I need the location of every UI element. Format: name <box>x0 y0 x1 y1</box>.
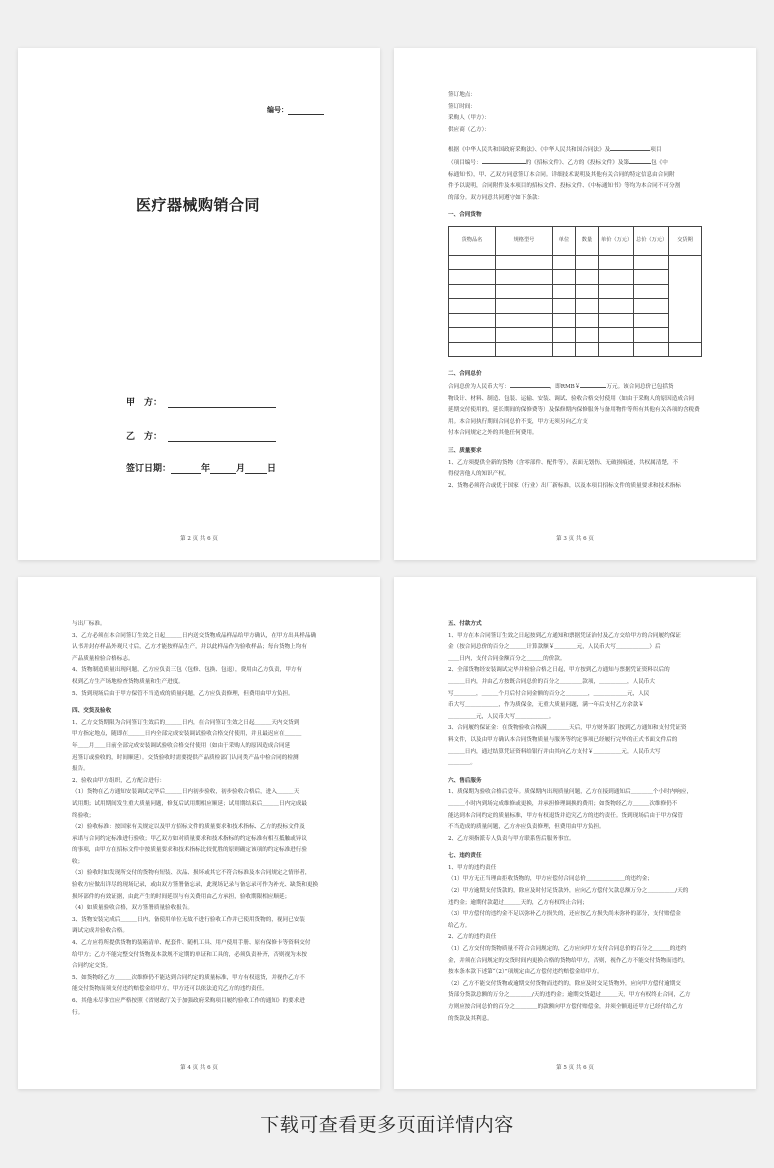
text-line: 1、乙方交货期限为合同签订生效后的＿＿＿日内，在合同签订生效之日起＿＿＿天内交货到 <box>72 719 300 726</box>
intro-line <box>448 157 702 170</box>
text-line: 损坏部件的有效证据，由此产生的时间延误与有关费用由乙方承担，验收期限相应顺延； <box>72 893 291 900</box>
text-line: 4、乙方应将所提供货物的装箱清单、配套件、随机工具、用户使用手册、原有保修卡等资料交付 <box>72 940 311 947</box>
price-text: 合同总价为人民币大写： <box>448 384 510 391</box>
text-line: 的货款及其利息。 <box>448 1015 493 1022</box>
text-line: ＿＿＿日内，通过结算凭证资料给银行并由其向乙方支付￥＿＿＿＿＿元，人民币大写 <box>448 748 661 755</box>
text-line: 2、乙方须指派专人负责与甲方联系售后服务事宜。 <box>448 835 575 842</box>
intro-text: 项目 <box>650 147 662 154</box>
table-row <box>449 284 702 299</box>
party-a-label: 甲 方： <box>126 398 163 408</box>
text-line: 验收方应做出详尽的现场记录，或由双方签署备忘录，此现场记录与备忘录可作为补充、缺货和更换 <box>72 882 319 889</box>
party-a-line <box>126 395 276 408</box>
text-line: （2）甲方逾期支付货款的，除应及时付足货款外，应向乙方偿付欠款总额万分之＿＿＿＿＿/天的 <box>448 888 689 895</box>
page-4 <box>18 577 380 1089</box>
intro-text: （项目编号： <box>448 159 482 166</box>
text-line: （3）甲方偿付的违约金不足以弥补乙方损失的，还应按乙方损失尚未弥补的部分，支付赔偿金 <box>448 911 681 918</box>
text-line: 调试完成并验收合格。 <box>72 928 128 935</box>
text-line: 报告。 <box>72 766 89 773</box>
page-footer: 第 2 页 共 6 页 <box>180 536 218 542</box>
text-line: 年＿＿月＿＿日前全部完成安装调试验收合格交付使用（如由于采购人的原因造成合同延 <box>72 742 291 749</box>
table-header: 交货期 <box>669 226 702 255</box>
contract-title: 医疗器械购销合同 <box>136 196 261 214</box>
text-line: ＿＿＿＿＿元，人民币大写＿＿＿＿＿＿。 <box>448 713 555 720</box>
text-line: 3、乙方必须在本合同签订生效之日起＿＿＿日内送交货物成品样品给甲方确认，在甲方出具样品确 <box>72 632 317 639</box>
section-heading: 二、合同总价 <box>448 371 482 378</box>
table-row <box>449 299 702 314</box>
intro-line: 的部分。双方同意共同遵守如下条款： <box>448 194 544 201</box>
page-5 <box>394 577 756 1089</box>
text-line: 不当造成的质量问题，乙方亦应负责修理，但费用由甲方负担。 <box>448 824 605 831</box>
intro-line: 标通知书》，甲、乙双方同意签订本合同。详细技术说明及其他有关合同的特定信息由合同附 <box>448 171 675 178</box>
text-line: 收； <box>72 858 84 865</box>
price-line: 付本合同规定之外的其他任何费用。 <box>448 430 538 437</box>
text-line: 违约金；逾期付款超过＿＿＿天的，乙方有权终止合同； <box>448 899 588 906</box>
table-row <box>449 328 702 343</box>
page-footer: 第 3 页 共 6 页 <box>556 536 594 542</box>
text-line: 3、合同履约保证金：在货物验收合格满＿＿＿＿天后，甲方财务部门按到乙方通知和支付凭证资 <box>448 725 687 732</box>
text-line: （1）货物在乙方通知安装调试完毕后＿＿＿日内初步验收，初步验收合格后，进入＿＿＿天 <box>72 789 300 796</box>
text-line: 能达到本合同约定的质量标准，甲方有权退货并追究乙方的违约责任。货到现场后由于甲方保管 <box>448 812 683 819</box>
download-more-prompt[interactable]: 下载可查看更多页面详情内容 <box>260 1114 514 1136</box>
text-line: 的事项，由甲方在招标文件中按质量要求和技术指标比较优胜的原则确定该项的约定标准进行验 <box>72 847 307 854</box>
intro-line: 件予以说明，合同附件及本项目的招标文件、投标文件、《中标通知书》等均为本合同不可分割 <box>448 183 681 190</box>
text-line: 行。 <box>72 1009 84 1016</box>
section-heading: 一、合同货物 <box>448 212 482 219</box>
text-line: 1、甲方在本合同签订生效之日起按到乙方通知和票据凭证治付及乙方交给甲方的合同履约保证 <box>448 632 681 639</box>
intro-text: 的《招标文件》、乙方的《投标文件》及第 <box>525 159 630 166</box>
text-line: 货部分货款总额的万分之＿＿＿＿/天的违约金；逾期交货超过＿＿＿天，甲方有权终止合同，乙方 <box>448 992 691 999</box>
text-line: 4、货物制造质量出现问题，乙方应负责三包（包修、包换、包退），费用由乙方负责，甲方有 <box>72 667 303 674</box>
quality-line: 得侵害他人的知识产权。 <box>448 471 510 478</box>
text-line: 权到乙方生产场地检查货物质量和生产进度。 <box>72 678 184 685</box>
text-line: 6、其他未尽事宜应严格按照《省财政厅关于加强政府采购项目履约验收工作的通知》的要求进 <box>72 998 305 1004</box>
table-row <box>449 270 702 285</box>
text-line: 金，并须在合同规定的交货时间内更换合格的货物给甲方，否则，视作乙方不能交付货物而违约， <box>448 957 689 964</box>
year-label: 年 <box>201 464 211 474</box>
text-line: （1）乙方交付的货物质量不符合合同规定的，乙方应向甲方支付合同总价的百分之＿＿＿的违约 <box>448 946 687 953</box>
day-label: 日 <box>267 464 277 474</box>
text-line: ＿＿日内，支付合同金额百分之＿＿＿的价款。 <box>448 655 566 662</box>
text-line: 2、全部货物经安装调试完毕并检验合格之日起，甲方按到乙方通知与票据凭证资料以后的 <box>448 667 670 674</box>
text-line: 试用期；试用期间发生重大质量问题，修复后试用期相应顺延；试用期结束后＿＿＿日内完成最 <box>72 800 307 807</box>
section-heading: 四、交货及验收 <box>72 708 112 715</box>
page-footer: 第 4 页 共 6 页 <box>180 1065 218 1071</box>
text-line: 料文件，以及由甲方确认本合同货物质量与服务等约定事项已经履行完毕的正式书面文件后的 <box>448 736 678 743</box>
party-b-line <box>126 429 276 442</box>
text-line: 1、甲方的违约责任 <box>448 864 497 871</box>
table-row <box>449 255 702 270</box>
contract-number-label: 编号： <box>267 105 288 114</box>
page-3 <box>394 48 756 560</box>
text-line: 2、验收由甲方组织，乙方配合进行： <box>72 777 166 784</box>
text-line: 产品质量检验合格标志。 <box>72 655 134 662</box>
table-header: 单价（万元） <box>599 226 634 255</box>
page-footer: 第 5 页 共 6 页 <box>556 1065 594 1071</box>
text-line: 与出厂标准。 <box>72 621 106 627</box>
text-line: ＿＿＿日内，并由乙方按既合同总价的百分之＿＿＿＿款项，＿＿＿＿＿，人民币大 <box>448 678 655 685</box>
text-line: 方则应按合同总价的百分之＿＿＿＿的款额向甲方偿付赔偿金，并须全额退还甲方已经付给乙方 <box>448 1004 683 1010</box>
text-line: 合同约定交货。 <box>72 963 112 970</box>
supplier: 供应商（乙方）： <box>448 126 490 133</box>
text-line: 甲方指定地点，随即在＿＿＿日内全部完成安装调试验收合格交付使用，并且最迟应在＿＿＿ <box>72 731 302 738</box>
section-heading: 七、违约责任 <box>448 853 482 860</box>
text-line: 2、乙方的违约责任 <box>448 934 497 941</box>
text-line: （1）甲方无正当理由拒收货物的，甲方应偿付合同总价＿＿＿＿＿＿＿的违约金； <box>448 876 653 883</box>
price-text: ，即RMB￥ <box>549 384 581 391</box>
sign-place: 签订地点： <box>448 92 476 98</box>
intro-text: 根据《中华人民共和国政府采购法》、《中华人民共和国合同法》及 <box>448 147 611 154</box>
text-line: ＿＿＿＿。 <box>448 760 476 767</box>
text-line: 5、货到现场后由于甲方保管不当造成的质量问题，乙方应负责修理，但费用由甲方负担。 <box>72 690 294 697</box>
section-heading: 五、付款方式 <box>448 621 482 627</box>
text-line: 币大写＿＿＿＿＿＿，作为质保金，无重大质量问题，满一年后支付乙方余款￥ <box>448 702 644 709</box>
text-line: 给乙方。 <box>448 922 471 929</box>
text-line: （4）如质量验收合格，双方签署质量验收报告。 <box>72 905 194 912</box>
goods-table <box>448 226 702 358</box>
price-text: 万元。该合同总价已包括货 <box>606 384 674 391</box>
table-header: 规格型号 <box>496 226 553 255</box>
party-b-label: 乙 方： <box>126 432 163 442</box>
text-line: ＿＿＿小时内到场完成维修或更换，并承担修理调换的费用；如货物经乙方＿＿＿次维修仍不 <box>448 800 678 807</box>
table-row <box>449 313 702 328</box>
cover-page <box>18 48 380 560</box>
sign-time: 签订时间： <box>448 103 476 110</box>
intro-line <box>448 144 702 157</box>
text-line: 认书并封存样品外观尺寸后，乙方才能按样品生产，并以此样品作为验收样品；每台货物上均有 <box>72 644 307 651</box>
section-heading: 三、质量要求 <box>448 448 482 454</box>
text-line: （2）验收标准：按国家有关规定以及甲方招标文件的质量要求和技术指标、乙方的投标文件及 <box>72 824 305 831</box>
text-line: 给甲方；乙方不能完整交付货物及本款规不定期的单证和工具的，必须负责补齐，否则视为未按 <box>72 951 307 958</box>
quality-line: 2、货物必须符合或优于国家（行业）出厂新标准，以及本项目招标文件的质量要求和技术指标 <box>448 482 681 489</box>
text-line: 终验收； <box>72 812 95 819</box>
table-row <box>449 342 702 357</box>
text-line: 1、质保期为验收合格后壹年。质保期内出现质量问题，乙方在接到通知后＿＿＿＿个小时内响应， <box>448 789 693 796</box>
text-line: 承诺与合同约定标准进行验收；甲乙双方如对质量要求和技术指标的约定标准有相互抵触或异议 <box>72 835 307 842</box>
text-line: 迟签订或验收的，时间顺延）。交货验收时需要提供产品质检部门认同类产品中检合同的检测 <box>72 754 299 761</box>
text-line: 3、货物安装完成后＿＿＿日内，备使用单位无故不进行验收工作并已使用货物的，视同已安装 <box>72 916 305 923</box>
text-line: 5、如货物经乙方＿＿＿次维修仍不能达到合同约定的质量标准，甲方有权退货，并视作乙方不 <box>72 974 305 981</box>
sign-date-label: 签订日期： <box>126 464 172 474</box>
contract-number <box>267 105 324 115</box>
text-line: 金（按合同总价的百分之＿＿＿计算款额￥＿＿＿＿元，人民币大写＿＿＿＿＿＿）后 <box>448 644 661 651</box>
table-header: 单位 <box>553 226 576 255</box>
intro-text: 包《中 <box>651 159 668 166</box>
section-heading: 六、售后服务 <box>448 777 482 784</box>
table-header: 总价（万元） <box>634 226 669 255</box>
month-label: 月 <box>236 464 246 474</box>
price-line: 物设计、材料、制造、包装、运输、安装、调试、验收合格交付使用（如由于采购人的原因造成合同 <box>448 395 695 402</box>
price-line: 延期交付使用的，延长期间的保修费等）及保修期内保修服务与备用物件等所有其他有关各项的含税费用。本合同执行期间合同总价不变，甲方无须另向乙方支 <box>448 407 700 425</box>
text-line: （3）验收时如发现所交付的货物有短装、次品、损坏或其它不符合标准及本合同规定之情形者， <box>72 870 311 877</box>
table-header: 数量 <box>576 226 599 255</box>
text-line: （2）乙方不能交付货物或逾期交付货物而违约的，除应及时交足货物外，应向甲方偿付逾期交 <box>448 980 681 987</box>
text-line: 写＿＿＿＿，＿＿＿个月后付合同金额的百分之＿＿＿＿，＿＿＿＿＿＿元，人民 <box>448 690 650 697</box>
text-line: 能交付货物而须支付违约赔偿金给甲方，甲方还可以依法追究乙方的违约责任。 <box>72 986 268 993</box>
text-line: 按本条本款下述第“（2）”项规定由乙方偿付违约赔偿金给甲方。 <box>448 969 603 976</box>
table-header: 货物品名 <box>449 226 496 255</box>
price-line <box>448 381 702 394</box>
quality-line: 1、乙方须提供全新的货物（含零部件、配件等），表面无划伤、无破损痕迹，共权属清楚，不 <box>448 459 679 466</box>
buyer: 采购人（甲方）： <box>448 115 490 122</box>
sign-date-line <box>126 461 276 474</box>
